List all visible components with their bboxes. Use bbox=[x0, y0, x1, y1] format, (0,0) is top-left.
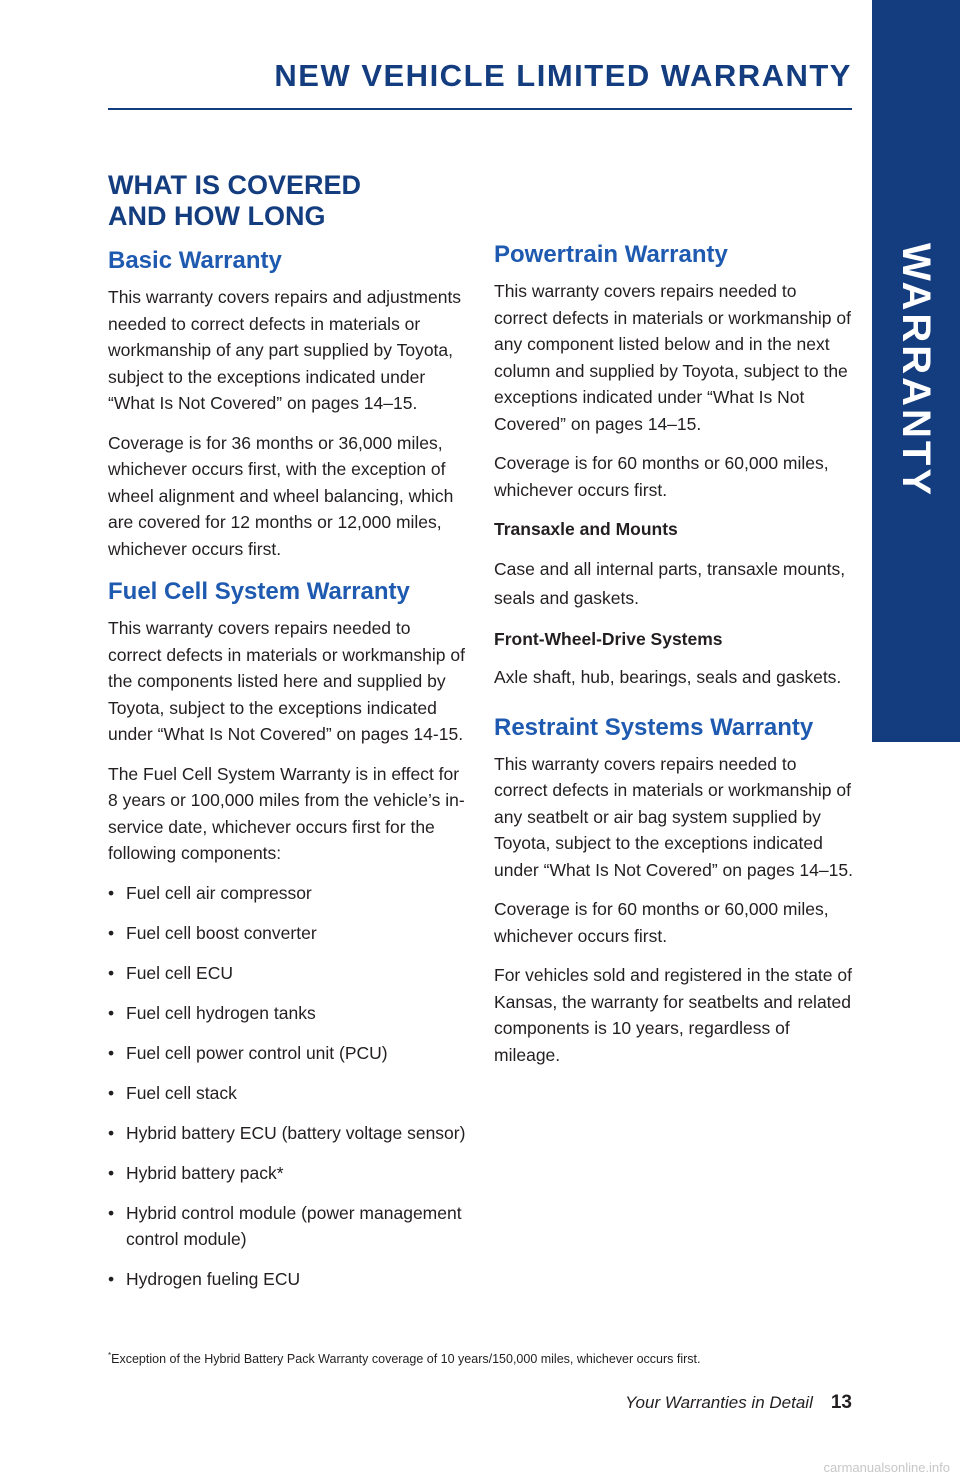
list-item: • Hybrid control module (power management control module) bbox=[108, 1200, 468, 1253]
page-footer bbox=[560, 1392, 852, 1420]
fuel-cell-warranty-title: Fuel Cell System Warranty bbox=[108, 578, 410, 605]
restraint-warranty-paragraph: This warranty covers repairs needed to correct defects in materials or workmanship of any seatbelt or air bag system supplied by Toyota, subject to the exceptions indicated under “What Is Not Covered” on pages 14–15. bbox=[494, 753, 853, 880]
fuel-cell-warranty-coverage: The Fuel Cell System Warranty is in effect for 8 years or 100,000 miles from the vehicle’s in-service date, whichever occurs first for the following components: bbox=[108, 763, 465, 863]
powertrain-warranty-coverage: Coverage is for 60 months or 60,000 miles, whichever occurs first. bbox=[494, 453, 829, 500]
list-item: • Hybrid battery ECU (battery voltage sensor) bbox=[108, 1120, 468, 1147]
restraint-warranty-title: Restraint Systems Warranty bbox=[494, 713, 814, 741]
fuel-cell-component-list bbox=[108, 880, 468, 1293]
side-section-tab bbox=[872, 0, 960, 742]
basic-warranty-coverage: Coverage is for 36 months or 36,000 miles, whichever occurs first, with the exception of wheel alignment and wheel balancing, which are covered for 12 months or 12,000 miles, whichever occurs first. bbox=[108, 432, 454, 559]
section-title-line-2: AND HOW LONG bbox=[108, 201, 326, 231]
list-item: • Hydrogen fueling ECU bbox=[108, 1266, 468, 1293]
side-tab-label-wrap bbox=[872, 230, 960, 510]
section-title-line-1: WHAT IS COVERED bbox=[108, 170, 362, 200]
list-item: • Fuel cell ECU bbox=[108, 960, 468, 987]
section-title bbox=[108, 170, 468, 232]
footer-section-name: Your Warranties in Detail bbox=[625, 1393, 813, 1412]
transaxle-text: Case and all internal parts, transaxle mounts, seals and gaskets. bbox=[494, 558, 846, 608]
page-number: 13 bbox=[830, 1392, 852, 1413]
restraint-warranty-coverage: Coverage is for 60 months or 60,000 miles, whichever occurs first. bbox=[494, 899, 829, 946]
restraint-kansas-note: For vehicles sold and registered in the state of Kansas, the warranty for seatbelts and related components is 10 years, regardless of mileage. bbox=[494, 965, 852, 1065]
list-item: • Fuel cell boost converter bbox=[108, 920, 468, 947]
watermark: carmanualsonline.info bbox=[823, 1460, 950, 1475]
footnote-text: Exception of the Hybrid Battery Pack Warranty coverage of 10 years/150,000 miles, whichever occurs first. bbox=[111, 1352, 701, 1366]
fuel-cell-warranty-paragraph: This warranty covers repairs needed to correct defects in materials or workmanship of the components listed here and supplied by Toyota, subject to the exceptions indicated under “What Is Not Covered” on pages 14-15. bbox=[108, 618, 465, 744]
footnote-marker: * bbox=[108, 1351, 112, 1360]
list-item: • Fuel cell air compressor bbox=[108, 880, 468, 907]
list-item: • Fuel cell power control unit (PCU) bbox=[108, 1040, 468, 1067]
transaxle-heading: Transaxle and Mounts bbox=[494, 519, 678, 539]
powertrain-warranty-title: Powertrain Warranty bbox=[494, 241, 728, 268]
front-wheel-drive-heading: Front-Wheel-Drive Systems bbox=[494, 628, 723, 649]
basic-warranty-title: Basic Warranty bbox=[108, 247, 282, 274]
list-item: • Hybrid battery pack* bbox=[108, 1160, 468, 1187]
right-column bbox=[494, 238, 854, 1081]
left-column bbox=[108, 170, 468, 1306]
front-wheel-drive-text: Axle shaft, hub, bearings, seals and gaskets. bbox=[494, 667, 842, 687]
footnote bbox=[108, 1348, 848, 1367]
side-tab-label: WARRANTY bbox=[894, 242, 939, 498]
basic-warranty-paragraph: This warranty covers repairs and adjustments needed to correct defects in materials or workmanship of any part supplied by Toyota, subject to the exceptions indicated under “What Is Not Covered” on pages 14–15. bbox=[108, 287, 462, 413]
page-header bbox=[108, 58, 852, 110]
page-title: NEW VEHICLE LIMITED WARRANTY bbox=[274, 58, 852, 93]
list-item: • Fuel cell hydrogen tanks bbox=[108, 1000, 468, 1027]
list-item: • Fuel cell stack bbox=[108, 1080, 468, 1107]
powertrain-warranty-paragraph: This warranty covers repairs needed to correct defects in materials or workmanship of any component listed below and in the next column and supplied by Toyota, subject to the exceptions indicated under “What Is Not Covered” on pages 14–15. bbox=[494, 281, 851, 434]
